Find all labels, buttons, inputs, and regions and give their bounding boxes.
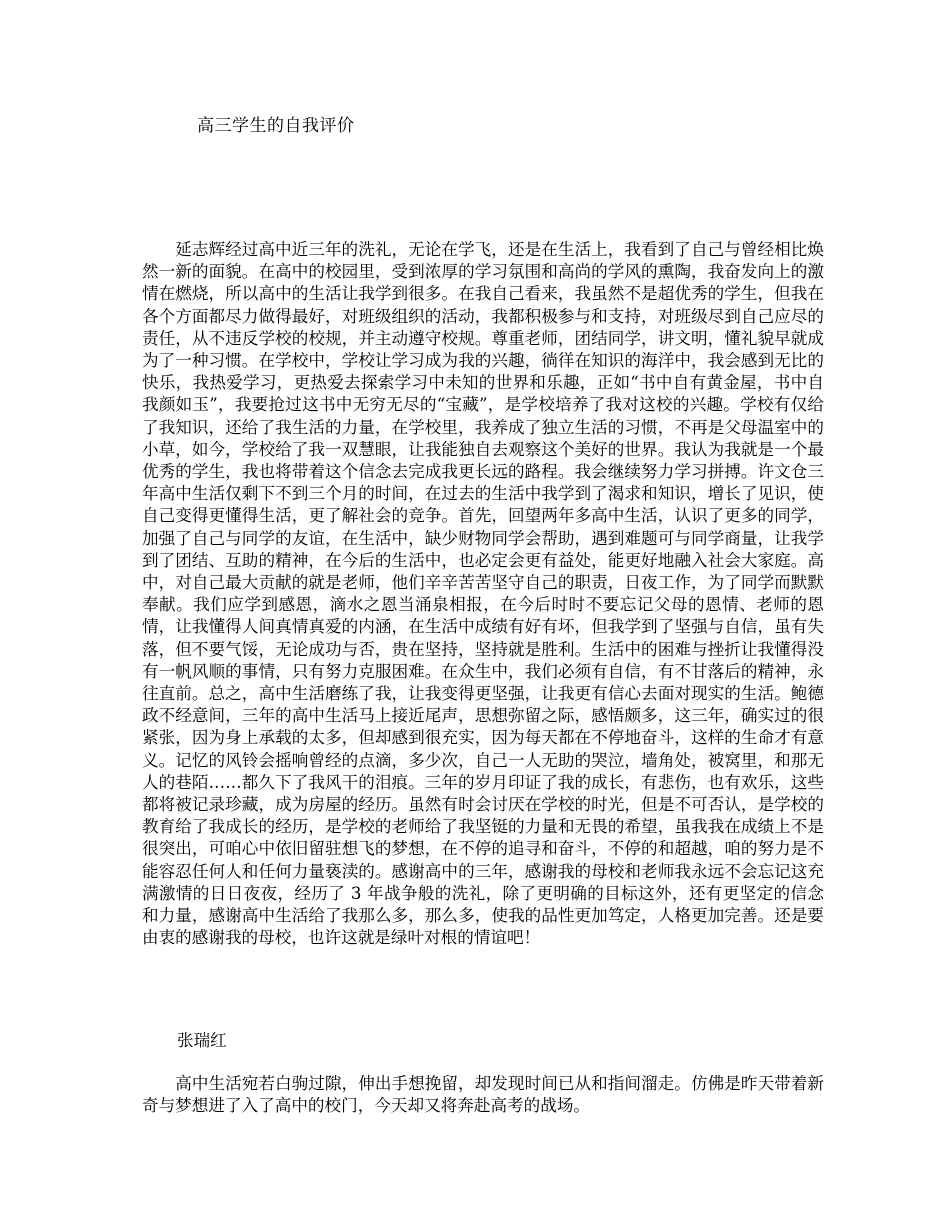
essay-paragraph: 延志辉经过高中近三年的洗礼，无论在学飞，还是在生活上，我看到了自己与曾经相比焕然一新的面貌。在高中的校园里，受到浓厚的学习氛围和高尚的学风的熏陶，我奋发向上的激情在燃烧，所以高中的生活让我学到很多。在我自己看来，我虽然不是超优秀的学生，但我在各个方面都尽力做得最好，对班级组织的活动，我都积极参与和支持，对班级尽到自己应尽的责任，从不违反学校的校规，并主动遵守校规。尊重老师，团结同学，讲文明，懂礼貌早就成为了一种习惯。在学校中，学校让学习成为我的兴趣，徜徉在知识的海洋中，我会感到无比的快乐，我热爱学习，更热爱去探索学习中未知的世界和乐趣，正如“书中自有黄金屋，书中自我颜如玉”，我要抢过这书中无穷无尽的“宝藏”，是学校培养了我对这校的兴趣。学校有仅给了我知识，还给了我生活的力量，在学校里，我养成了独立生活的习惯，不再是父母温室中的小草，如今，学校给了我一双慧眼，让我能独自去观察这个美好的世界。我认为我就是一个最优秀的学生，我也将带着这个信念去完成我更长远的路程。我会继续努力学习拼搏。许文仓三年高中生活仅剩下不到三个月的时间，在过去的生活中我学到了渴求和知识，增长了见识，使自己变得更懂得生活，更了解社会的竞争。首先，回望两年多高中生活，认识了更多的同学，加强了自己与同学的友谊，在生活中，缺少财物同学会帮助，遇到难题可与同学商量，让我学到了团结、互助的精神，在今后的生活中，也必定会更有益处，能更好地融入社会大家庭。高中，对自己最大贡献的就是老师，他们辛辛苦苦坚守自己的职责，日夜工作，为了同学而默默奉献。我们应学到感恩，滴水之恩当涌泉相报，在今后时时不要忘记父母的恩情、老师的恩情，让我懂得人间真情真爱的内涵，在生活中成绩有好有坏，但我学到了坚强与自信，虽有失落，但不要气馁，无论成功与否，贵在坚持，坚持就是胜利。生活中的困难与挫折让我懂得没有一帆风顺的事情，只有努力克服困难。在众生中，我们必须有自信，有不甘落后的精神，永往直前。总之，高中生活磨练了我，让我变得更坚强，让我更有信心去面对现实的生活。鲍德政不经意间，三年的高中生活马上接近尾声，思想弥留之际，感悟颇多，这三年，确实过的很紧张，因为身上承载的太多，但却感到很充实，因为每天都在不停地奋斗，这样的生命才有意义。记忆的风铃会摇响曾经的点滴，多少次，自己一人无助的哭泣，墙角处，被窝里，和那无人的巷陌……都久下了我风干的泪痕。三年的岁月印证了我的成长，有悲伤，也有欢乐，这些都将被记录珍藏，成为房屋的经历。虽然有时会讨厌在学校的时光，但是不可否认，是学校的教育给了我成长的经历，是学校的老师给了我坚铤的力量和无畏的希望，虽我我在成绩上不是很突出，可咱心中依旧留驻想飞的梦想，在不停的追寻和奋斗，不停的和超越，咱的努力是不能容忍任何人和任何力量亵渎的。感谢高中的三年，感谢我的母校和老师我永远不会忘记这充满激情的日日夜夜，经历了 3 年战争般的洗礼，除了更明确的目标这外，还有更坚定的信念和力量，感谢高中生活给了我那么多，那么多，使我的品性更加笃定，人格更加完善。还是要由衷的感谢我的母校，也许这就是绿叶对根的情谊吧！: [142, 240, 824, 948]
essay-paragraph: 高中生活宛若白驹过隙，伸出手想挽留，却发现时间已从和指间溜走。仿佛是昨天带着新奇与梦想进了入了高中的校门，今天却又将奔赴高考的战场。: [142, 1074, 824, 1116]
document-title: 高三学生的自我评价: [197, 116, 355, 136]
author-name: 张瑞红: [177, 1031, 227, 1050]
